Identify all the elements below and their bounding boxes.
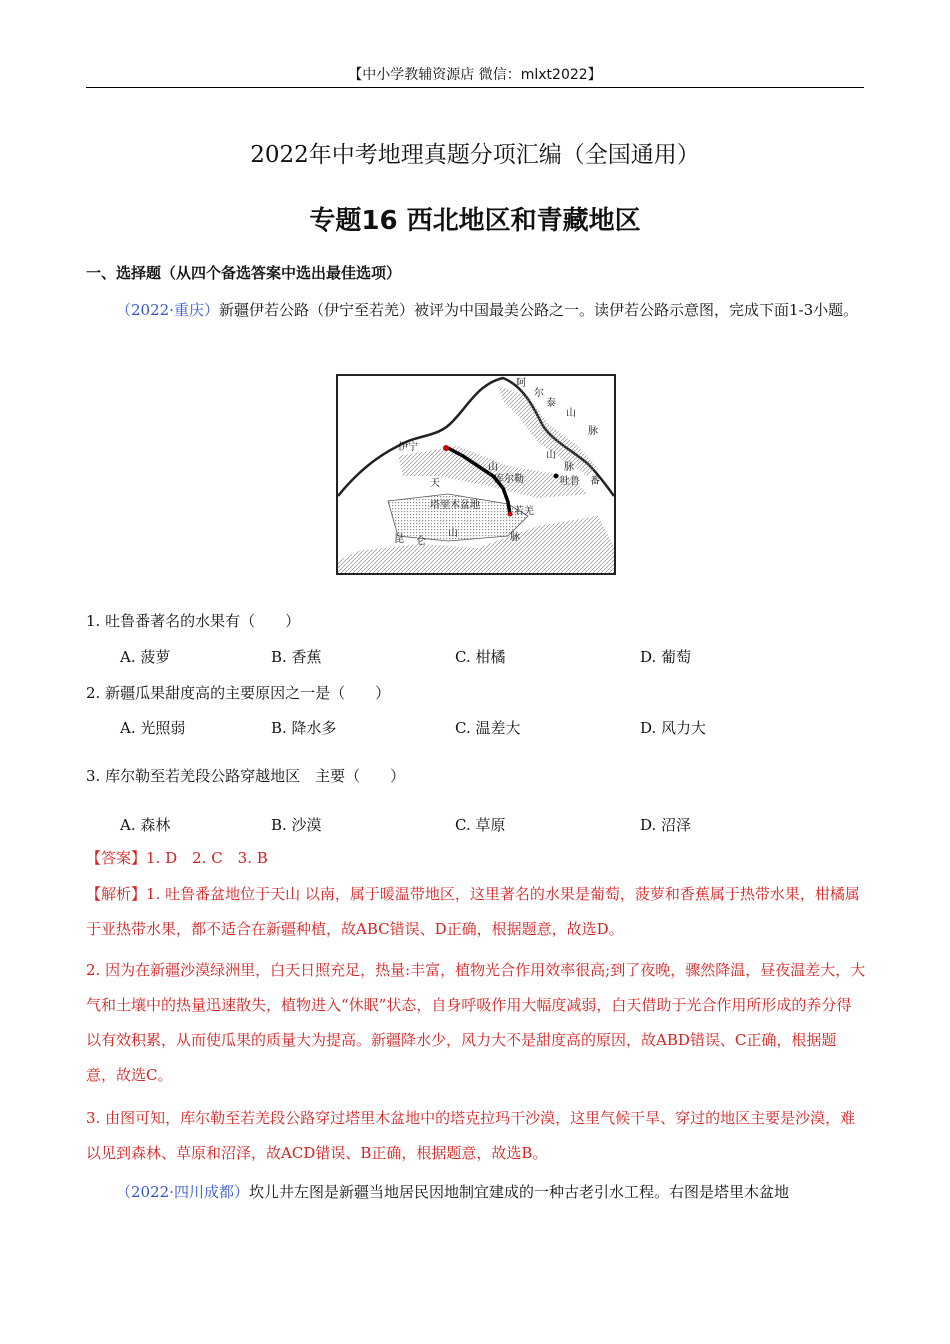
question-1-stem: 1. 吐鲁番著名的水果有（ ） (86, 612, 301, 630)
map-label-mai2: 脉 (564, 462, 574, 473)
intro-text-2: 坎儿井左图是新疆当地居民因地制宜建成的一种古老引水工程。右图是塔里木盆地 (248, 1183, 789, 1201)
map-label-yining: 伊宁 (398, 442, 418, 453)
map-label-mai3: 脉 (510, 532, 520, 543)
map-label-shan3: 山 (546, 450, 556, 461)
map-label-fan: 番 (590, 476, 600, 487)
section-title: 一、选择题（从四个备选答案中选出最佳选项） (86, 264, 402, 282)
intro-paragraph-2 (86, 1175, 864, 1209)
header-rule (86, 87, 864, 88)
map-label-tulufan: 吐鲁 (560, 476, 580, 487)
analysis-paragraph-2: 2. 因为在新疆沙漠绿洲里，白天日照充足，热量:丰富，植物光合作用效率很高;到了夜晚，骤然降温，昼夜温差大，大气和土壤中的热量迅速散失，植物进入“休眠”状态，自身呼吸作用大幅度减弱，白天借助于光合作用所形成的养分得以有效积累，从而使瓜果的质量大为提高。新疆降水少，风力大不是甜度高的原因，故ABD错误、C正确，根据题意，故选C。 (86, 961, 866, 1084)
map-label-ruoqiang: 若羌 (514, 506, 534, 517)
route-map (338, 376, 614, 573)
map-label-tian: 天 (430, 478, 440, 489)
question-1-option-c: C. 柑橘 (455, 648, 506, 666)
intro-paragraph-1 (86, 292, 864, 328)
map-label-kuerle: 库尔勒 (494, 474, 524, 485)
map-figure (336, 374, 616, 575)
question-3-option-d: D. 沼泽 (640, 816, 692, 834)
yining-point (443, 445, 449, 451)
question-3-option-c: C. 草原 (455, 816, 506, 834)
question-2-option-d: D. 风力大 (640, 719, 707, 737)
document-subtitle: 专题16 西北地区和青藏地区 (309, 206, 641, 236)
tulufan-point (554, 474, 559, 479)
question-3-option-a: A. 森林 (120, 816, 171, 834)
header-note: 【中小学教辅资源店 微信：mlxt2022】 (348, 67, 602, 83)
question-2-option-a: A. 光照弱 (120, 719, 186, 737)
analysis-paragraph-1 (86, 877, 866, 947)
source-tag-2: （2022·四川成都） (116, 1183, 249, 1201)
question-3-option-b: B. 沙漠 (271, 816, 322, 834)
analysis-text-1: 1. 吐鲁番盆地位于天山 以南，属于暖温带地区，这里著名的水果是葡萄，菠萝和香蕉属于热带水果，柑橘属于亚热带水果，都不适合在新疆种植，故ABC错误、D正确，根据题意，故选D。 (86, 885, 860, 938)
map-label-basin: 塔里木盆地 (430, 500, 480, 511)
analysis-paragraph-3: 3. 由图可知，库尔勒至若羌段公路穿过塔里木盆地中的塔克拉玛干沙漠，这里气候干旱、穿过的地区主要是沙漠，难以见到森林、草原和沼泽，故ACD错误、B正确，根据题意，故选B。 (86, 1109, 856, 1162)
question-3-stem: 3. 库尔勒至若羌段公路穿越地区 主要（ ） (86, 767, 406, 785)
map-label-shan1: 山 (566, 408, 576, 419)
answer-line (86, 841, 866, 876)
question-2-option-c: C. 温差大 (455, 719, 521, 737)
map-label-lun: 仑 (416, 536, 426, 547)
map-label-shan4: 山 (448, 528, 458, 539)
question-2-stem: 2. 新疆瓜果甜度高的主要原因之一是（ ） (86, 684, 391, 702)
map-label-er: 尔 (534, 388, 544, 399)
map-label-a: 阿 (516, 378, 526, 389)
question-1-option-a: A. 菠萝 (120, 648, 171, 666)
source-tag: （2022·重庆） (116, 301, 219, 319)
intro-text: 新疆伊若公路（伊宁至若羌）被评为中国最美公路之一。读伊若公路示意图，完成下面1-3小题。 (218, 301, 859, 319)
answer-text: 1. D 2. C 3. B (146, 849, 268, 867)
question-1-option-d: D. 葡萄 (640, 648, 692, 666)
map-label-tai: 泰 (546, 398, 556, 409)
answer-label: 【答案】 (86, 849, 147, 867)
map-label-kun: 昆 (394, 534, 404, 545)
map-label-mai1: 脉 (588, 426, 598, 437)
question-1-option-b: B. 香蕉 (271, 648, 322, 666)
document-title: 2022年中考地理真题分项汇编（全国通用） (250, 142, 700, 168)
analysis-label: 【解析】 (86, 885, 147, 903)
question-2-option-b: B. 降水多 (271, 719, 337, 737)
map-label-shan2: 山 (488, 462, 498, 473)
ruoqiang-point (508, 512, 513, 517)
